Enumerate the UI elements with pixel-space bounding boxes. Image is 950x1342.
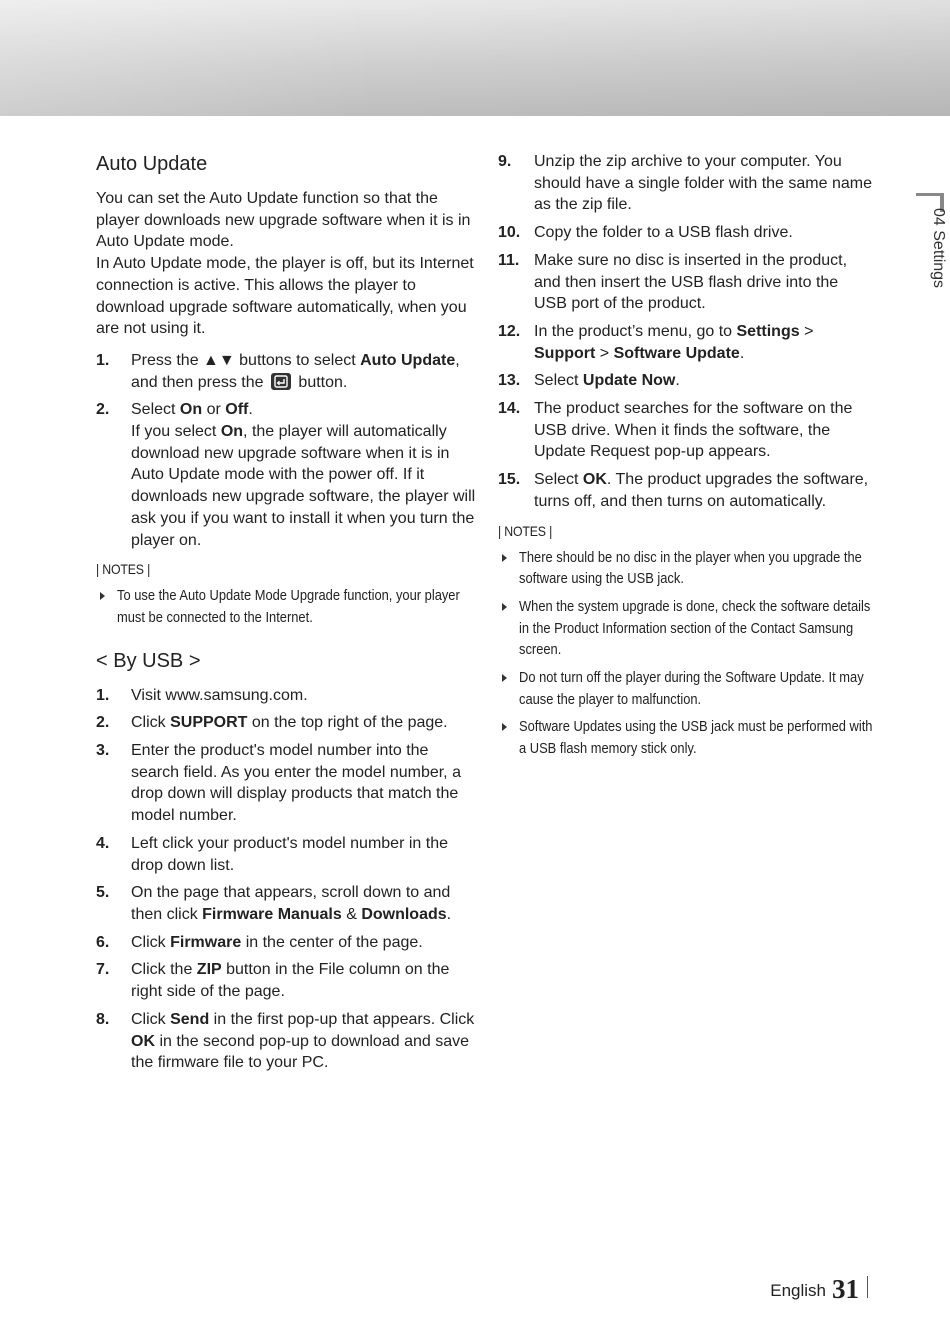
auto-update-heading: Auto Update xyxy=(96,153,208,175)
usb-step-3: 3. Enter the product's model number into the search field. As you enter the model number, a drop down will display products that match the model number. xyxy=(96,742,461,825)
chapter-tab-label: 04 Settings xyxy=(930,208,947,289)
triangle-bullet-icon xyxy=(100,592,105,600)
enter-button-icon xyxy=(271,373,291,390)
right-column xyxy=(498,151,874,766)
auto-update-notes xyxy=(96,585,476,628)
usb-step-5: 5. On the page that appears, scroll down to and then click Firmware Manuals & Downloads. xyxy=(96,884,452,923)
usb-step-15: 15. Select OK. The product upgrades the software, turns off, and then turns on automatically. xyxy=(498,471,869,510)
usb-step-12: 12. In the product’s menu, go to Settings > Support > Software Update. xyxy=(498,322,814,362)
notes-label: | NOTES | xyxy=(96,561,151,578)
auto-update-step-1: 1. Press the ▲▼ buttons to select Auto Update, and then press the button. xyxy=(96,351,460,391)
left-column xyxy=(96,150,476,1080)
usb-step-11: 11. Make sure no disc is inserted in the product, and then insert the USB flash drive into the USB port of the product. xyxy=(498,251,848,313)
triangle-bullet-icon xyxy=(502,674,507,682)
auto-update-steps xyxy=(96,350,476,551)
usb-step-10: 10. Copy the folder to a USB flash drive. xyxy=(498,224,793,242)
usb-step-13: 13. Select Update Now. xyxy=(498,372,680,390)
note-item: To use the Auto Update Mode Upgrade function, your player must be connected to the Internet. xyxy=(96,585,476,628)
usb-notes xyxy=(498,547,874,760)
triangle-bullet-icon xyxy=(502,554,507,562)
by-usb-steps xyxy=(96,685,476,1074)
auto-update-intro-2: In Auto Update mode, the player is off, but its Internet connection is active. This allows the player to download upgrade software automatically, when you are not using it. xyxy=(96,255,474,338)
note-item: There should be no disc in the player when you upgrade the software using the USB jack. xyxy=(498,547,874,590)
notes-label: | NOTES | xyxy=(498,522,553,539)
note-item: Do not turn off the player during the Software Update. It may cause the player to malfunction. xyxy=(498,667,874,710)
footer-divider xyxy=(867,1276,868,1298)
note-item: Software Updates using the USB jack must be performed with a USB flash memory stick only. xyxy=(498,716,874,759)
usb-step-4: 4. Left click your product's model number in the drop down list. xyxy=(96,834,448,874)
triangle-bullet-icon xyxy=(502,603,507,611)
page-number: 31 xyxy=(832,1274,859,1304)
usb-step-8: 8. Click Send in the first pop-up that appears. Click OK in the second pop-up to download and save the firmware file to your PC. xyxy=(96,1010,475,1072)
by-usb-steps-continued xyxy=(498,151,874,513)
auto-update-intro-1: You can set the Auto Update function so that the player downloads new upgrade software when it is in Auto Update mode. xyxy=(96,190,471,251)
usb-step-1: 1. Visit www.samsung.com. xyxy=(96,686,308,704)
by-usb-heading: < By USB > xyxy=(96,649,201,672)
header-band xyxy=(0,0,950,116)
usb-step-6: 6. Click Firmware in the center of the page. xyxy=(96,933,423,951)
usb-step-7: 7. Click the ZIP button in the File column on the right side of the page. xyxy=(96,961,450,1001)
usb-step-2: 2. Click SUPPORT on the top right of the page. xyxy=(96,714,448,732)
usb-step-9: 9. Unzip the zip archive to your computer. You should have a single folder with the same name as the zip file. xyxy=(498,153,872,214)
footer-language: English xyxy=(770,1281,826,1300)
auto-update-step-2: 2. Select On or Off. If you select On, the player will automatically download new upgrade software when it is in Auto Update mode with the power off. If it downloads new upgrade software, the player will ask you if you want to install it when you turn the player on. xyxy=(96,401,476,549)
usb-step-14: 14. The product searches for the software on the USB drive. When it finds the software, the Update Request pop-up appears. xyxy=(498,400,853,461)
page-footer xyxy=(770,1274,868,1304)
note-item: When the system upgrade is done, check the software details in the Product Information section of the Contact Samsung screen. xyxy=(498,596,874,661)
triangle-bullet-icon xyxy=(502,723,507,731)
